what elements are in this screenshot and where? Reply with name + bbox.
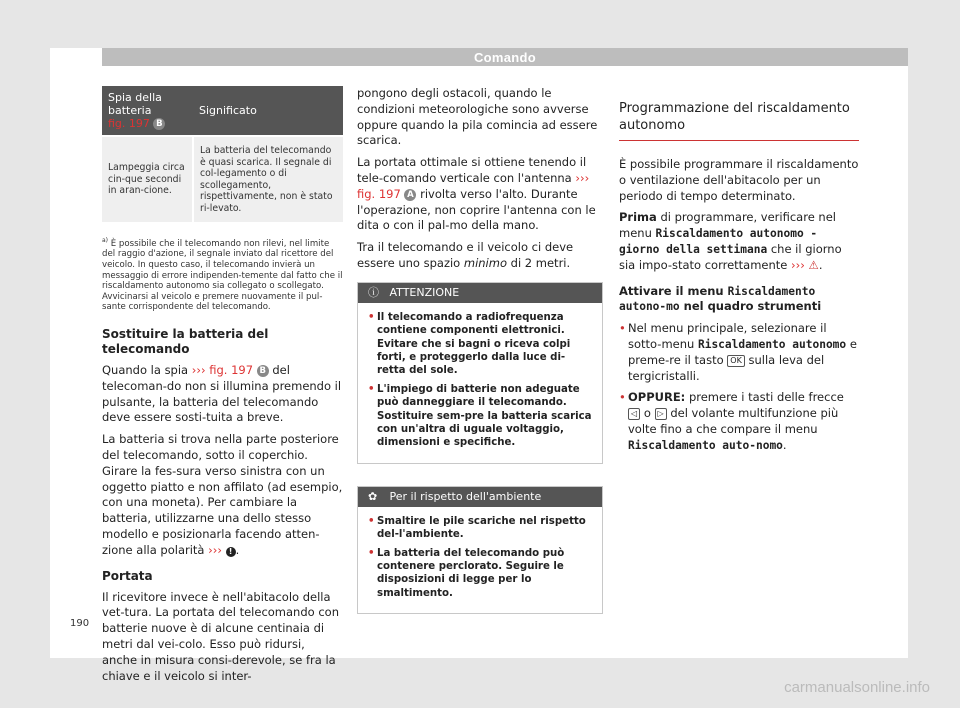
figure-ref[interactable]: fig. 197: [108, 117, 150, 130]
portata-paragraph-2: pongono degli ostacoli, quando le condizioni meteorologiche sono avverse oppure quando la pila comincia ad essere scarica.: [357, 86, 598, 148]
arrow-left-key-icon: ◁: [628, 408, 640, 420]
page-number: 190: [70, 618, 90, 629]
list-item: • Smaltire le pile scariche nel rispetto del-l'ambiente.: [368, 515, 592, 542]
list-item: • OPPURE: premere i tasti delle frecce ◁ o ▷ del volante multifunzione più volte fino a che compare il menu Riscaldamento auto-nomo.: [619, 390, 859, 453]
footnote: $^{a)}$ È possibile che il telecomando non rilevi, nel limite del raggio d'azione, il segnale inviato dal ricettore del veicolo. In questo caso, il telecomando invierà un messaggio di errore indipenden-temente dal fatto che il riscaldamento autonomo sia collegato o scollegato. Avvicinarsi al veicolo e premere nuovamente il pul-sante corrispondente del telecomando.: [102, 237, 343, 313]
programming-heading: Programmazione del riscaldamento autonomo: [619, 101, 850, 133]
manual-page: [50, 48, 908, 683]
portata-paragraph-1: Il ricevitore invece è nell'abitacolo della vet-tura. La portata del telecomando con batterie nuove è di alcune centinaia di metri dal vei-colo. Esso può ridursi, anche in misura consi-derevole, se fra la chiave e il veicolo si inter-: [102, 589, 339, 683]
column-right: [619, 100, 859, 460]
programming-paragraph-1: È possibile programmare il riscaldamento o ventilazione dell'abitacolo per un periodo di tempo determinato.: [619, 157, 859, 203]
table-header-indicator: Spia della batteria fig. 197 B: [102, 86, 193, 136]
battery-heading: Sostituire la batteria del telecomando: [102, 327, 269, 357]
battery-indicator-table: [102, 86, 343, 222]
portata-heading: Portata: [102, 568, 153, 583]
section-header: Comando: [102, 48, 908, 66]
warning-icon[interactable]: !: [226, 547, 236, 557]
table-cell-indicator: Lampeggia circa cin-que secondi in aran-cione.: [102, 136, 193, 222]
warning-circle-icon: ⓘ: [368, 285, 379, 299]
badge-b: B: [153, 118, 165, 130]
figure-ref-link[interactable]: fig. 197: [209, 363, 254, 378]
column-middle: [357, 86, 603, 614]
list-item: • La batteria del telecomando può contenere perclorato. Seguire le disposizioni di legge per lo smaltimento.: [368, 547, 592, 601]
warning-box: [357, 282, 603, 464]
column-left: [102, 86, 343, 690]
portata-paragraph-4: Tra il telecomando e il veicolo ci deve essere uno spazio minimo di 2 metri.: [357, 240, 574, 270]
badge-a: A: [404, 189, 416, 201]
list-item: • Nel menu principale, selezionare il sotto-menu Riscaldamento autonomo e preme-re il tasto OK sulla leva del tergicristalli.: [619, 321, 859, 384]
environment-box: [357, 486, 603, 614]
leaf-icon: ✿: [368, 489, 378, 503]
list-item: • Il telecomando a radiofrequenza contiene componenti elettronici. Evitare che si bagni o riceva colpi forti, e proteggerlo dalla luce di-retta del sole.: [368, 311, 592, 378]
watermark: carmanualsonline.info: [784, 679, 930, 696]
table-cell-meaning: La batteria del telecomando è quasi scarica. Il segnale di col-legamento o di scollegamento, rispettivamente, non è stato ri-levato.: [193, 136, 343, 222]
warning-triangle-icon[interactable]: ⚠: [808, 257, 819, 272]
environment-box-header: ✿ Per il rispetto dell'ambiente: [358, 487, 602, 507]
badge-b: B: [257, 365, 269, 377]
table-row: [102, 136, 343, 222]
portata-paragraph-3: La portata ottimale si ottiene tenendo il tele-comando verticale con l'antenna ››› fig. 197 A rivolta verso l'alto. Durante l'operazione, non coprire l'antenna con le dita o con il pal-mo della mano.: [357, 155, 596, 233]
battery-paragraph-2: La batteria si trova nella parte posteriore del telecomando, sotto il coperchio. Girare la fes-sura verso sinistra con un oggetto piatto e non affilato (ad esempio, con una moneta). Per cambiare la batteria, utilizzarne una dello stesso modello e posizionarla facendo atten-zione alla polarità ››› ! .: [102, 432, 343, 557]
list-item: • L'impiego di batterie non adeguate può danneggiare il telecomando. Sostituire sem-pre la batteria scarica con un'altra di uguale voltaggio, dimensioni e specifiche.: [368, 383, 592, 450]
programming-paragraph-2: Prima di programmare, verificare nel menu Riscaldamento autonomo - giorno della settimana che il giorno sia impo-stato correttamente ››› ⚠.: [619, 210, 842, 272]
warning-box-header: ⓘ ATTENZIONE: [358, 283, 602, 303]
figure-ref-link[interactable]: fig. 197: [357, 186, 401, 201]
battery-paragraph-1: Quando la spia ››› fig. 197 B del telecoman-do non si illumina premendo il pulsante, la batteria del telecomando deve essere sosti-tuita a breve.: [102, 363, 342, 425]
ok-key-icon: OK: [727, 355, 745, 367]
table-header-meaning: Significato: [193, 86, 343, 136]
arrow-right-key-icon: ▷: [655, 408, 667, 420]
programming-subheading: Attivare il menu Riscaldamento autono-mo nel quadro strumenti: [619, 283, 822, 314]
